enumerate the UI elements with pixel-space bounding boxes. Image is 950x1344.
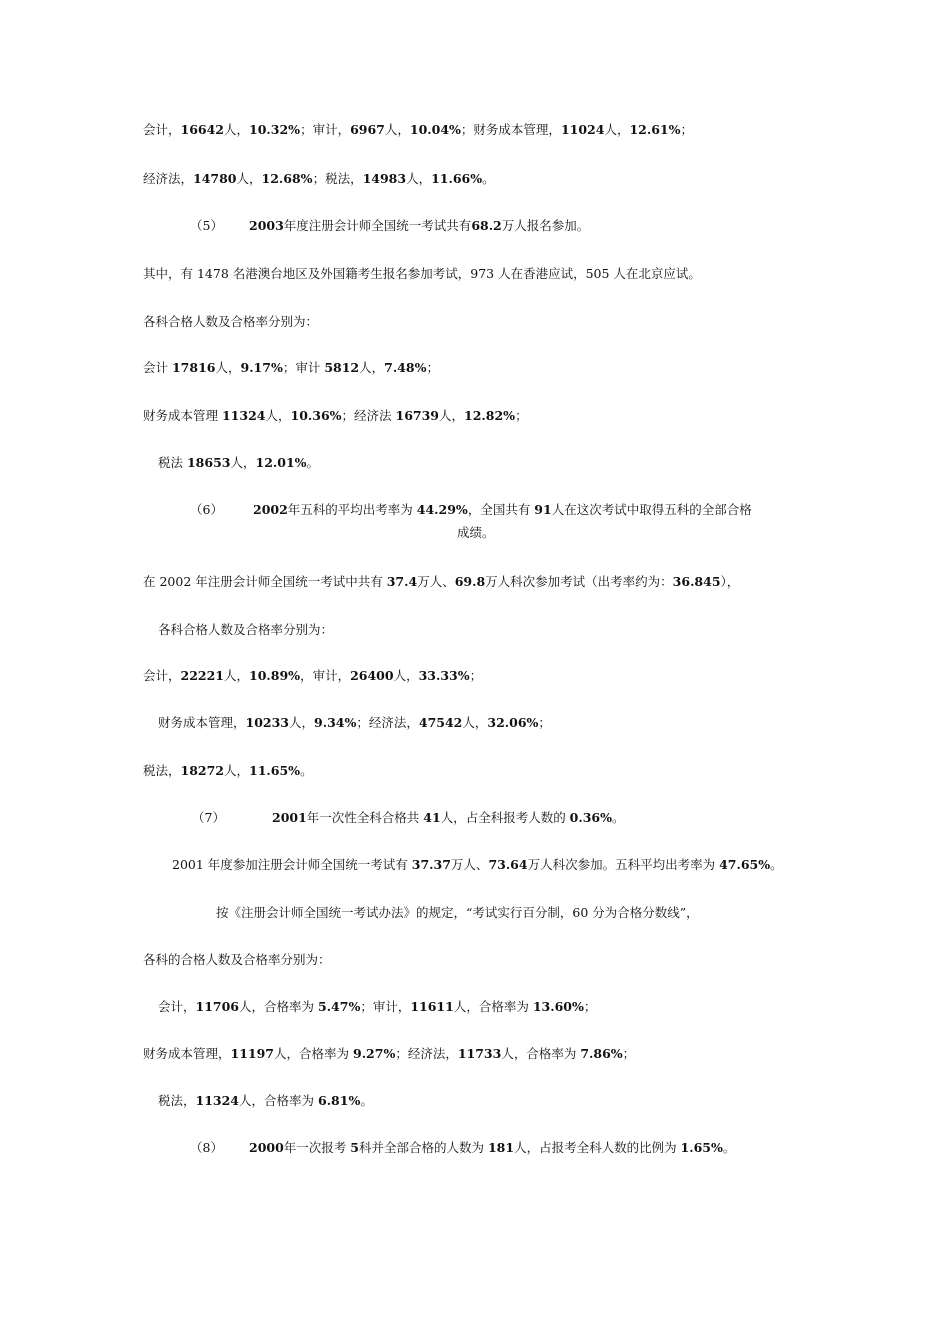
- text-run: ；: [583, 999, 597, 1014]
- text-run: 人，: [224, 668, 250, 683]
- text-run: ；审计，: [360, 999, 411, 1014]
- bold-value: 6.81%: [318, 1093, 361, 1108]
- bold-value: 37.37: [411, 857, 451, 872]
- text-run: ，全国共有: [467, 502, 535, 517]
- text-run: 人，: [224, 122, 250, 137]
- text-run: ；税法，: [312, 171, 363, 186]
- bold-value: 33.33%: [418, 668, 470, 683]
- bold-value: 16642: [180, 122, 225, 137]
- text-run: 万人、: [417, 574, 455, 589]
- item-number: （7）: [192, 810, 225, 825]
- bold-value: 11611: [410, 999, 454, 1014]
- text-run: 各科合格人数及合格率分别为：: [158, 622, 334, 637]
- bold-value: 68.2: [471, 218, 502, 233]
- text-run: 年一次报考: [283, 1140, 351, 1155]
- text-run: 人，合格率为: [274, 1046, 353, 1061]
- text-line: [143, 171, 495, 187]
- text-run: 会计，: [143, 122, 181, 137]
- text-run: 税法: [158, 455, 187, 470]
- text-run: 各科的合格人数及合格率分别为：: [143, 952, 331, 967]
- text-line: [143, 266, 701, 282]
- text-line: [249, 1140, 735, 1156]
- text-run: 人，: [359, 360, 385, 375]
- text-run: 会计，: [158, 999, 196, 1014]
- text-line: [158, 622, 333, 638]
- text-run: 。: [300, 763, 313, 778]
- bold-value: 11.66%: [431, 171, 483, 186]
- bold-value: 2000: [249, 1140, 284, 1155]
- text-run: ；: [538, 715, 551, 730]
- text-run: 人，合格率为: [239, 999, 318, 1014]
- text-line: [272, 810, 625, 826]
- text-run: 。: [482, 171, 495, 186]
- text-run: 会计: [143, 360, 172, 375]
- bold-value: 10.04%: [409, 122, 461, 137]
- bold-value: 11324: [221, 408, 266, 423]
- bold-value: 14983: [362, 171, 407, 186]
- text-run: ），: [720, 574, 740, 589]
- text-line: [143, 763, 313, 779]
- text-run: 。: [612, 810, 625, 825]
- text-line: [143, 122, 693, 138]
- bold-value: 47542: [418, 715, 463, 730]
- text-run: 按《注册会计师全国统一考试办法》的规定，“考试实行百分制，60 分为合格分数线”，: [216, 905, 699, 920]
- text-run: 财务成本管理，: [158, 715, 246, 730]
- bold-value: 9.34%: [314, 715, 357, 730]
- text-line: [143, 574, 739, 590]
- bold-value: 16739: [395, 408, 440, 423]
- text-run: ；经济法，: [395, 1046, 458, 1061]
- text-line: [158, 455, 319, 471]
- text-run: 人，: [406, 171, 432, 186]
- text-line: [143, 668, 482, 684]
- text-run: 人，合格率为: [453, 999, 533, 1014]
- text-line: [158, 715, 551, 731]
- text-run: 各科合格人数及合格率分别为：: [143, 314, 319, 329]
- text-line: [143, 952, 331, 968]
- bold-value: 6967: [350, 122, 385, 137]
- text-run: ；审计: [282, 360, 325, 375]
- text-run: 万人科次参加。五科平均出考率为: [527, 857, 720, 872]
- bold-value: 11.65%: [249, 763, 301, 778]
- item-number: （8）: [190, 1140, 223, 1155]
- text-run: ；: [426, 360, 439, 375]
- text-run: 人，: [236, 171, 262, 186]
- item-number: （5）: [190, 218, 223, 233]
- text-run: 年度注册会计师全国统一考试共有: [283, 218, 472, 233]
- bold-value: 44.29%: [416, 502, 468, 517]
- bold-value: 47.65%: [719, 857, 771, 872]
- bold-value: 41: [423, 810, 441, 825]
- bold-value: 1.65%: [680, 1140, 723, 1155]
- text-run: 人，: [289, 715, 315, 730]
- text-line: [143, 360, 439, 376]
- bold-value: 69.8: [454, 574, 486, 589]
- item-number: （6）: [190, 502, 223, 517]
- text-run: ；: [515, 408, 528, 423]
- text-run: 。: [722, 1140, 736, 1155]
- text-line: [253, 502, 752, 518]
- text-run: 人，: [230, 455, 256, 470]
- text-run: ；经济法，: [356, 715, 419, 730]
- text-run: 科并全部合格的人数为: [358, 1140, 488, 1155]
- bold-value: 11706: [195, 999, 240, 1014]
- bold-value: 13.60%: [532, 999, 584, 1014]
- bold-value: 10.89%: [249, 668, 301, 683]
- text-run: 财务成本管理: [143, 408, 222, 423]
- text-line: [158, 999, 596, 1015]
- bold-value: 9.27%: [353, 1046, 396, 1061]
- text-run: 在 2002 年注册会计师全国统一考试中共有: [143, 574, 387, 589]
- bold-value: 14780: [193, 171, 237, 186]
- text-run: 其中，有 1478 名港澳台地区及外国籍考生报名参加考试，973 人在香港应试，505 人在北京应试。: [143, 266, 701, 281]
- text-run: ；审计，: [300, 122, 351, 137]
- text-line: [143, 408, 528, 424]
- text-run: 万人科次参加考试（出考率约为：: [485, 574, 673, 589]
- text-run: 万人报名参加。: [501, 218, 590, 233]
- text-run: 万人、: [450, 857, 489, 872]
- text-line: [172, 857, 783, 873]
- bold-value: 26400: [350, 668, 394, 683]
- bold-value: 12.61%: [629, 122, 681, 137]
- text-run: 。: [360, 1093, 373, 1108]
- bold-value: 18653: [186, 455, 231, 470]
- text-run: 人，: [224, 763, 250, 778]
- text-run: 年一次性全科合格共: [306, 810, 424, 825]
- text-run: 人，占报考全科人数的比例为: [514, 1140, 681, 1155]
- bold-value: 5812: [324, 360, 360, 375]
- text-run: 2001 年度参加注册会计师全国统一考试有: [172, 857, 412, 872]
- text-run: ，审计，: [300, 668, 351, 683]
- text-run: 人，: [393, 668, 419, 683]
- bold-value: 11324: [195, 1093, 240, 1108]
- bold-value: 32.06%: [487, 715, 539, 730]
- bold-value: 10233: [245, 715, 290, 730]
- text-run: 人，: [384, 122, 410, 137]
- text-run: 。: [770, 857, 783, 872]
- bold-value: 5.47%: [318, 999, 361, 1014]
- text-run: ；经济法: [341, 408, 396, 423]
- text-run: 人，: [604, 122, 630, 137]
- bold-value: 11733: [457, 1046, 502, 1061]
- bold-value: 91: [534, 502, 552, 517]
- bold-value: 73.64: [488, 857, 528, 872]
- bold-value: 37.4: [386, 574, 418, 589]
- text-run: 人在这次考试中取得五科的全部合格: [551, 502, 752, 517]
- text-run: 人，合格率为: [239, 1093, 318, 1108]
- bold-value: 2001: [272, 810, 307, 825]
- text-run: 人，占全科报考人数的: [440, 810, 570, 825]
- bold-value: 7.48%: [384, 360, 427, 375]
- text-run: 人，: [215, 360, 241, 375]
- bold-value: 36.845: [672, 574, 721, 589]
- bold-value: 10.36%: [290, 408, 342, 423]
- text-run: 人，: [462, 715, 488, 730]
- text-line: [143, 314, 318, 330]
- text-line: [143, 1046, 635, 1062]
- bold-value: 11197: [230, 1046, 275, 1061]
- bold-value: 11024: [560, 122, 605, 137]
- text-run: 会计，: [143, 668, 181, 683]
- bold-value: 9.17%: [240, 360, 283, 375]
- bold-value: 18272: [180, 763, 225, 778]
- bold-value: 10.32%: [249, 122, 301, 137]
- text-run: 经济法，: [143, 171, 194, 186]
- text-run: 人，合格率为: [501, 1046, 581, 1061]
- bold-value: 12.82%: [464, 408, 516, 423]
- text-run: ；: [469, 668, 483, 683]
- bold-value: 12.68%: [261, 171, 313, 186]
- text-run: ；: [622, 1046, 636, 1061]
- text-run: 人，: [265, 408, 291, 423]
- text-line: [158, 1093, 373, 1109]
- text-line-continuation: 成绩。: [457, 525, 495, 540]
- text-run: 年五科的平均出考率为: [287, 502, 417, 517]
- bold-value: 181: [487, 1140, 515, 1155]
- text-run: 。: [306, 455, 320, 470]
- text-run: 财务成本管理，: [143, 1046, 231, 1061]
- bold-value: 17816: [171, 360, 216, 375]
- bold-value: 12.01%: [255, 455, 307, 470]
- text-run: 税法，: [143, 763, 181, 778]
- bold-value: 2003: [249, 218, 284, 233]
- bold-value: 0.36%: [569, 810, 612, 825]
- text-run: 人，: [439, 408, 465, 423]
- text-line: [216, 905, 699, 921]
- text-run: 税法，: [158, 1093, 196, 1108]
- text-line: [249, 218, 589, 234]
- bold-value: 22221: [180, 668, 225, 683]
- bold-value: 5: [350, 1140, 359, 1155]
- text-run: ；: [680, 122, 693, 137]
- text-run: ；财务成本管理，: [460, 122, 561, 137]
- bold-value: 2002: [253, 502, 288, 517]
- bold-value: 7.86%: [580, 1046, 623, 1061]
